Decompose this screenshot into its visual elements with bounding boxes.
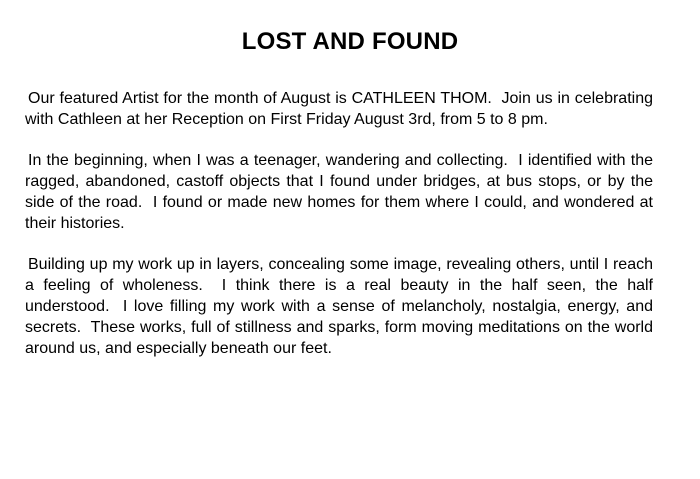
document-body <box>25 88 653 379</box>
paragraph-announcement: Our featured Artist for the month of August is CATHLEEN THOM. Join us in celebrating with Cathleen at her Reception on First Friday August 3rd, from 5 to 8 pm. <box>25 90 653 128</box>
paragraph-process: Building up my work up in layers, concealing some image, revealing others, until I reach a feeling of wholeness. I think there is a real beauty in the half seen, the half understood. I love filling my work with a sense of melancholy, nostalgia, energy, and secrets. These works, full of stillness and sparks, form moving meditations on the world around us, and especially beneath our feet. <box>25 256 653 357</box>
paragraph-beginning: In the beginning, when I was a teenager, wandering and collecting. I identified with the ragged, abandoned, castoff objects that I found under bridges, at bus stops, or by the side of the road. I found or made new homes for them where I could, and wondered at their histories. <box>25 152 653 232</box>
document-title: LOST AND FOUND <box>241 28 459 55</box>
